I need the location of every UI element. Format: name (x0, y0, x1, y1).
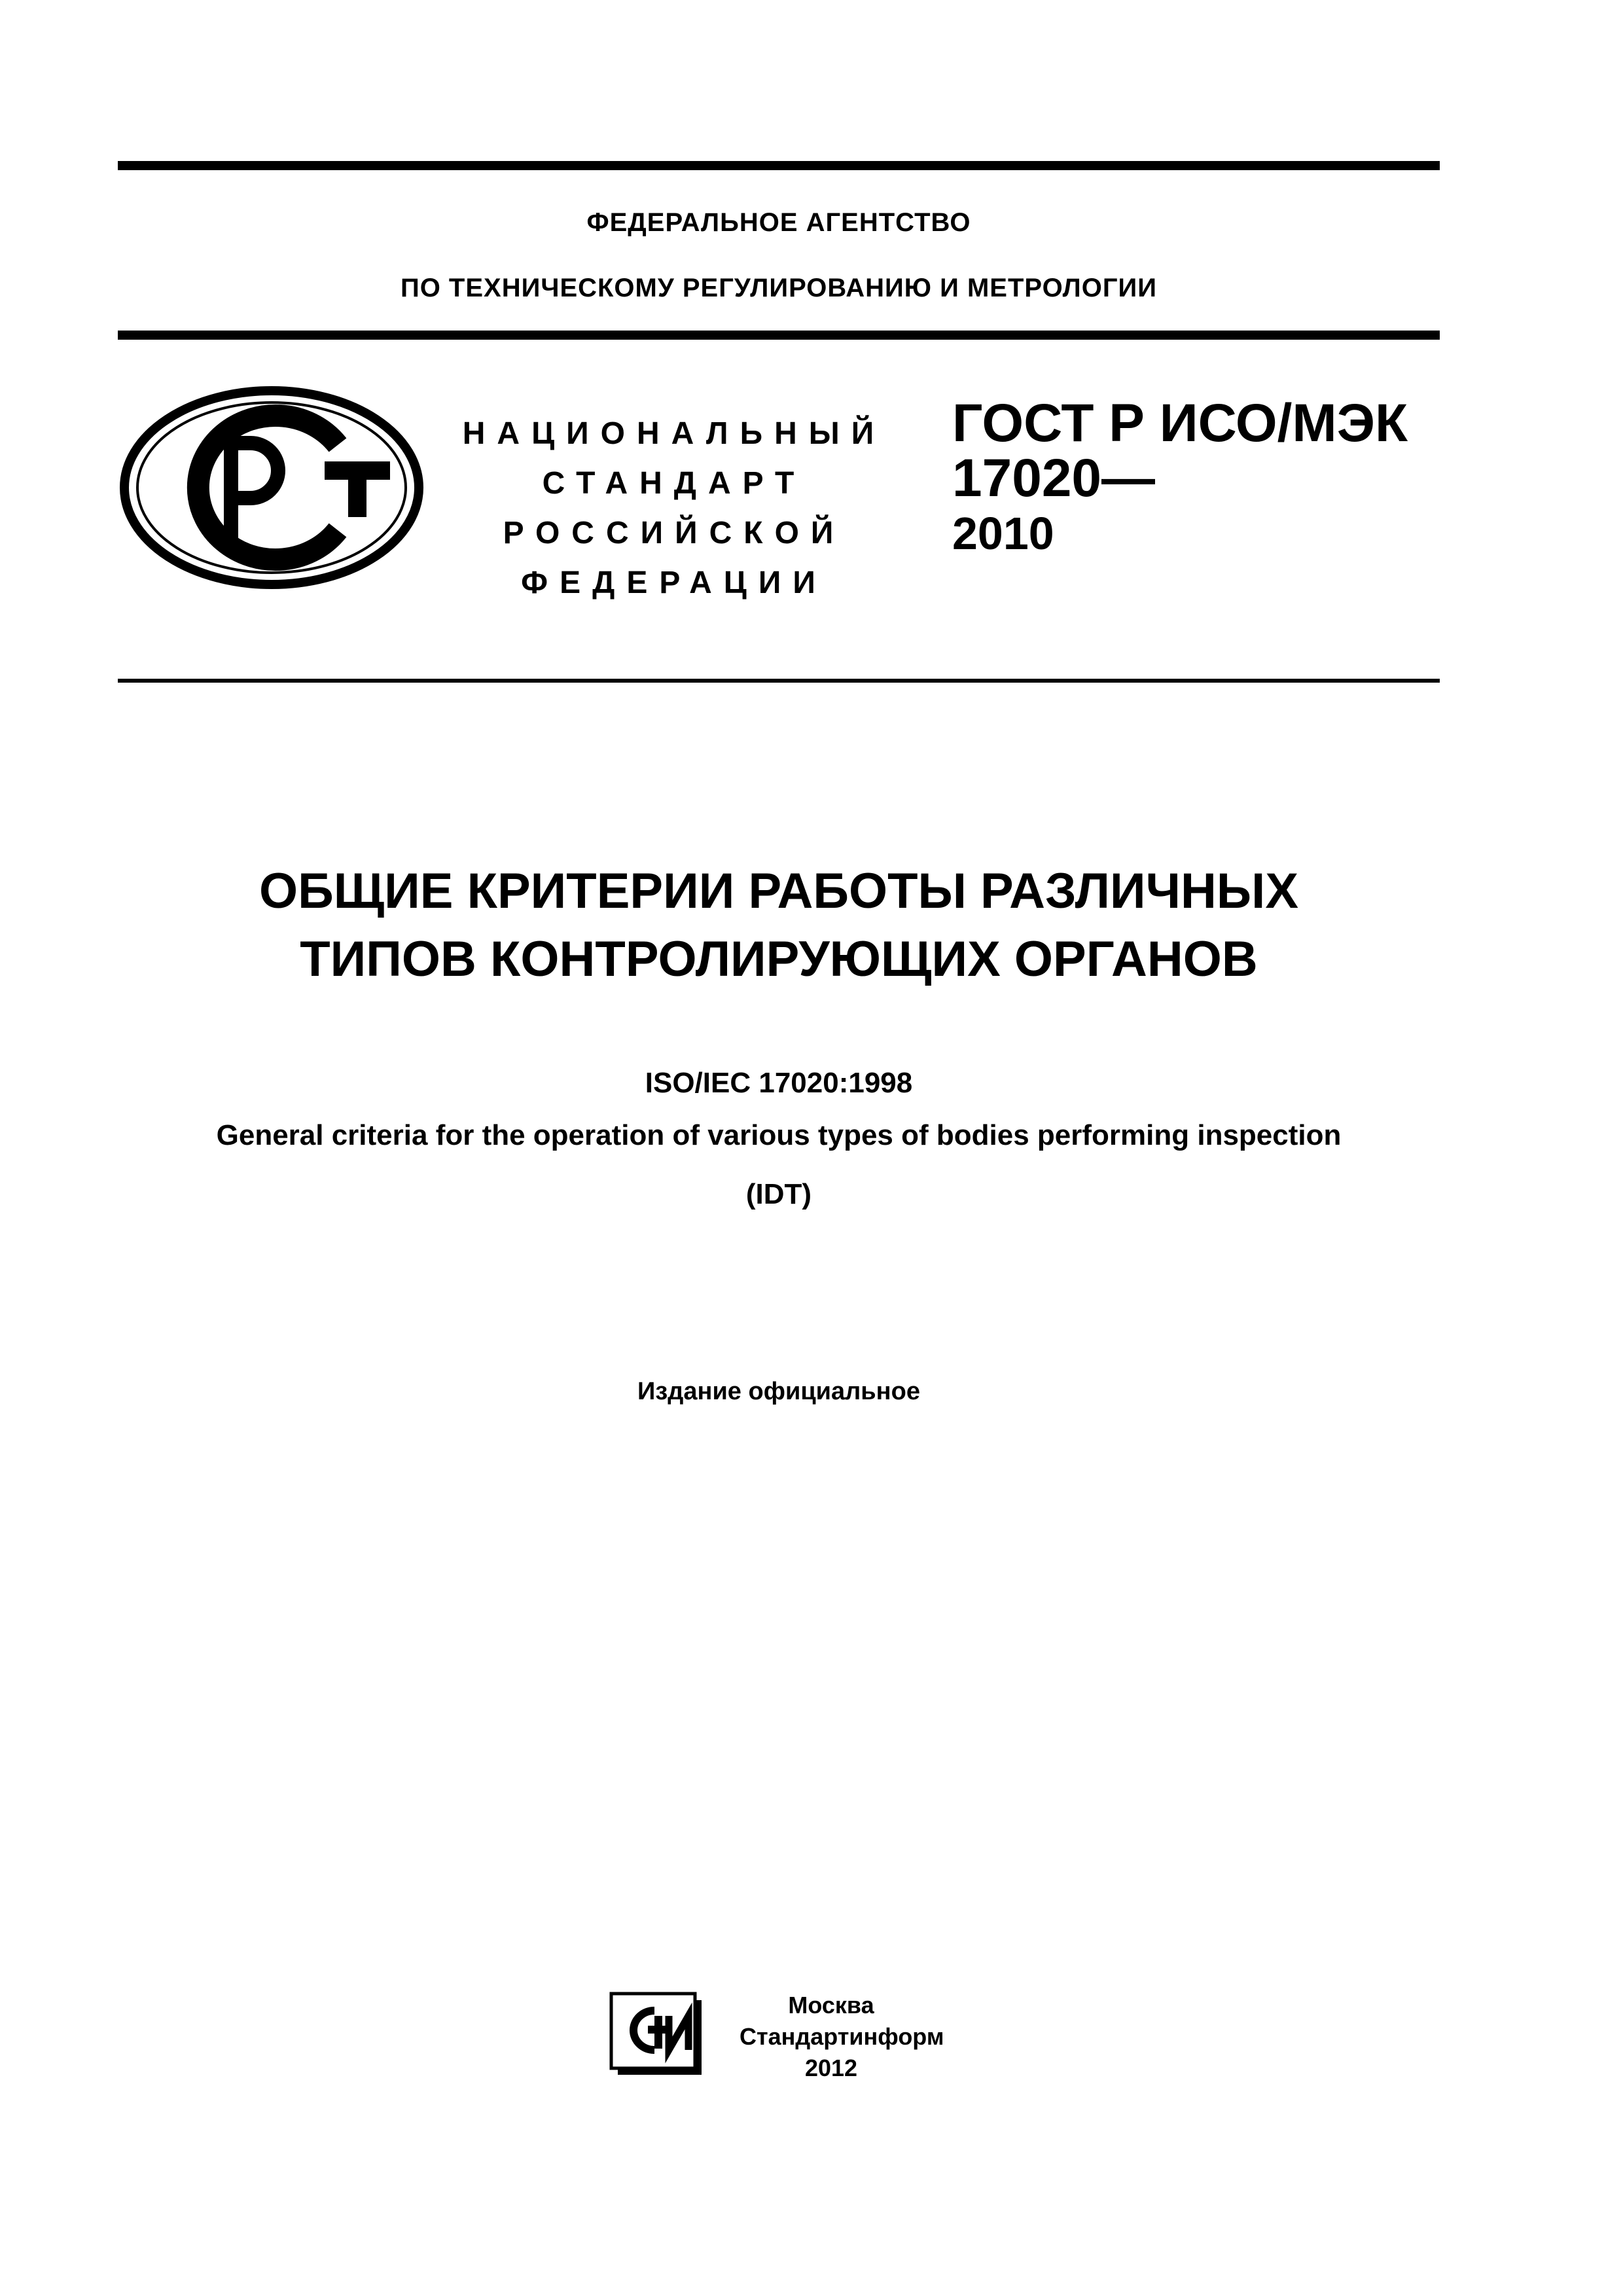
header-rule (118, 331, 1440, 340)
rst-logo-icon (116, 383, 427, 592)
standard-designation (952, 393, 1408, 561)
agency-name-line1: ФЕДЕРАЛЬНОЕ АГЕНТСТВО (586, 208, 971, 237)
iso-title: General criteria for the operation of various types of bodies performing inspection (216, 1119, 1342, 1151)
top-rule (118, 161, 1440, 170)
publisher-info (740, 1990, 944, 2084)
national-standard-line1: НАЦИОНАЛЬНЫЙ (462, 416, 886, 451)
document-title (118, 857, 1440, 994)
edition-label: Издание официальное (637, 1378, 920, 1405)
designation-line3: 2010 (952, 508, 1054, 559)
national-standard-line4: ФЕДЕРАЦИИ (521, 565, 827, 600)
publisher-name: Стандартинформ (740, 2023, 944, 2050)
national-standard-line2: СТАНДАРТ (542, 466, 806, 501)
iso-equivalence: (IDT) (745, 1178, 812, 1210)
publisher-city: Москва (788, 1992, 874, 2018)
iso-code: ISO/IEC 17020:1998 (645, 1067, 913, 1099)
title-line1: ОБЩИЕ КРИТЕРИИ РАБОТЫ РАЗЛИЧНЫХ (259, 863, 1299, 919)
agency-name-line2: ПО ТЕХНИЧЕСКОМУ РЕГУЛИРОВАНИЮ И МЕТРОЛОГИИ (400, 274, 1158, 302)
title-line2: ТИПОВ КОНТРОЛИРУЮЩИХ ОРГАНОВ (300, 931, 1258, 987)
sti-logo-icon (609, 1990, 707, 2078)
designation-line1: ГОСТ Р ИСО/МЭК (952, 393, 1408, 453)
designation-line2: 17020— (952, 448, 1156, 508)
national-standard-label (458, 409, 890, 608)
national-standard-line3: РОССИЙСКОЙ (503, 516, 846, 550)
section-rule (118, 679, 1440, 683)
publisher-year: 2012 (804, 2054, 858, 2081)
